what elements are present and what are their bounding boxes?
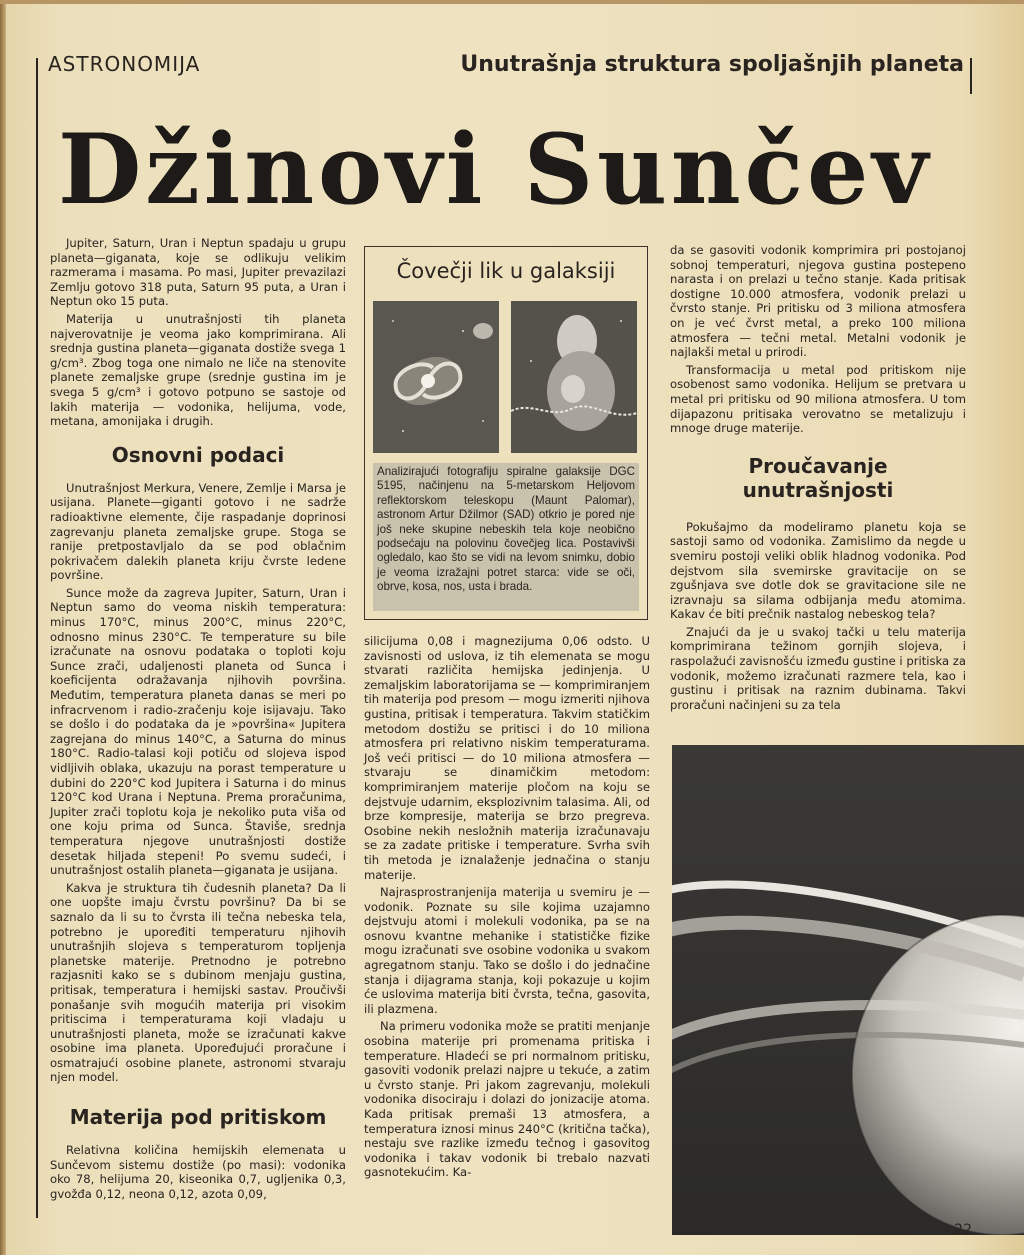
- paragraph: Transformacija u metal pod pritiskom nije osobenost samo vodonika. Helijum se pretvara u metal pri pritisku od 90 miliona atmosfera. U tom dijapazonu pritisaka verovatno se metalizuju i mnoge druge materije.: [670, 362, 966, 436]
- paragraph: Materija u unutrašnjosti tih planeta najverovatnije je veoma jako komprimirana. Ali srednja gustina planeta—giganata dostiže svega 1 g/cm³. Zbog toga one nimalo ne liče na stenovite planete zemaljske grupe (srednje gustina im je svega 5 g/cm³ i gotovo potpuno se sastoje od lakih materija — vodonika, helijuma, vode, metana, amonijaka i drugih.: [50, 311, 346, 429]
- subheading-materija-pod-pritiskom: Materija pod pritiskom: [69, 1105, 327, 1130]
- paragraph: silicijuma 0,08 i magnezijuma 0,06 odsto. U zavisnosti od uslova, iz tih elemenata se mogu stvarati različita hemijska jedinjenja. U zemaljskim laboratorijama se — komprimiranjem tih materija pod presom — mogu izmeriti njihova gustina, pritisak i temperatura. Takvim statičkim metodom dostižu se pritisci i do 10 miliona atmosfera pri relativno niskim temperaturama. Još veći pritisci — do 10 miliona atmosfera — stvaraju se dinamičkim metodom: komprimiranjem materije pločom na koju se dejstvuje udarnim, eksplozivnim talasima. Ali, od brze kompresije, materija se brzo pregreva. Osobine nekih nesložnih materija izračunavaju se za zadate pritiske i temperature. Svrha svih tih metoda je iznalaženje jednačina o stanju materije.: [364, 634, 650, 882]
- paragraph: da se gasoviti vodonik komprimira pri postojanoj sobnoj temperaturi, njegova gustina postepeno narasta i on prelazi u tečno stanje. Kada pritisak dostigne 10.000 atmosfera, vodonik prelazi u čvrsto stanje. Pri pritisku od 3 miliona atmosfera on je već čvrst metal, a preko 100 miliona atmosfera — tečni metal. Metalni vodonik je najlakši metal u prirodi.: [670, 243, 966, 360]
- running-title: Unutrašnja struktura spoljašnjih planeta: [460, 52, 964, 77]
- page-number: 22: [954, 1222, 972, 1238]
- paragraph: Znajući da je u svakoj tački u telu materija komprimirana težinom gornjih slojeva, i raspolažući zavisnošću između gustine i pritiska za vodonik, možemo izračunati razmere tela, kao i gustinu i pritisak na raznim dubinama. Takvi proračuni načinjeni su za tela: [670, 624, 966, 712]
- paragraph: Na primeru vodonika može se pratiti menjanje osobina materije pri promenama pritiska i temperature. Hladeći se pri normalnom pritisku, gasoviti vodonik prelazi najpre u tekuće, a zatim u čvrsto stanje. Pri jakom zagrevanju, molekuli vodonika disociraju i dolazi do jonizacije atoma. Kada pritisak premaši 13 atmosfera, a temperatura iznosi minus 240°C (kritična tačka), nestaju sve razlike između tečnog i gasovitog vodonika i takav vodonik bi trebalo nazvati gasnotekućim. Ka-: [364, 1019, 650, 1180]
- face-photo: [511, 301, 637, 453]
- paragraph: Relativna količina hemijskih elemenata u Sunčevom sistemu dostiže (po masi): vodonika oko 78, helijuma 20, kiseonika 0,7, ugljenika 0,3, gvožđa 0,12, neona 0,12, azota 0,09,: [50, 1143, 346, 1201]
- subheading-osnovni-podaci: Osnovni podaci: [111, 442, 285, 467]
- column-2: [364, 634, 650, 1183]
- sidebar-box: [364, 246, 648, 620]
- column-1: [50, 236, 346, 1204]
- paragraph: Jupiter, Saturn, Uran i Neptun spadaju u grupu planeta—giganata, koje se odlikuju velikim razmerama i masama. Po masi, Jupiter prevazilazi Zemlju gotovo 318 puta, Saturn 95 puta, a Uran i Neptun oko 15 puta.: [50, 236, 346, 309]
- paragraph: Sunce može da zagreva Jupiter, Saturn, Uran i Neptun samo do veoma niskih temperatura: minus 170°C, minus 200°C, minus 220°C, odnosno minus 230°C. Te temperature su bile izračunate na osnovu podataka o toploti koju Sunce zrači, udaljenosti planeta od Sunca i koeficijenta odražavanja njihovih površina. Međutim, temperatura planeta danas se meri po infracrvenom i radio-zračenju koje isijavaju. Tako se došlo i do podataka da je »površina« Jupitera zagrejana do minus 140°C, a Saturna do minus 180°C. Radio-talasi koji potiču od slojeva ispod vidljivih oblaka, ukazuju na porast temperature u dubini do 220°C kod Jupitera i Saturna i do minus 120°C kod Urana i Neptuna. Prema proračunima, Jupiter zrači toplotu koja je nekoliko puta viša od one koju prima od Sunca. Štaviše, srednja temperatura njegove unutrašnjosti dostiže desetak hiljada stepeni! Po svemu sudeći, i unutrašnjost ostalih planeta—giganata je usijana.: [50, 585, 346, 878]
- column-3: [670, 243, 966, 715]
- subheading-proucavanje-unutrasnjosti: Proučavanje unutrašnjosti: [742, 453, 894, 502]
- paragraph: Unutrašnjost Merkura, Venere, Zemlje i Marsa je usijana. Planete—giganti gotovo i ne sadrže radioaktivne elemente, čije raspadanje doprinosi zagrevanju planeta zemaljske grupe. Stoga se ranije pretpostavljalo da se pod oblačnim pokrivačem dalekih planeta kriju čvrste ledene površine.: [50, 480, 346, 583]
- sidebar-title: Čovečji lik u galaksiji: [396, 259, 616, 283]
- saturn-photo: [672, 745, 1024, 1235]
- section-label: ASTRONOMIJA: [48, 52, 201, 76]
- left-column-rule: [36, 58, 38, 1218]
- article-title: Džinovi Sunčev: [58, 120, 932, 220]
- paragraph: Najrasprostranjenija materija u svemiru je — vodonik. Poznate su sile kojima uzajamno dejstvuju atomi i molekuli vodonika, pa se na osnovu kvantne mehanike i statističke fizike mogu izračunati sve osobine vodonika u svakom agregatnom stanju. Tako se došlo i do jednačine stanja i dijagrama stanja, koji pokazuje u kojim će uslovima materija biti čvrsta, tečna, gasovita, ili plazmena.: [364, 885, 650, 1016]
- paragraph: Pokušajmo da modeliramo planetu koja se sastoji samo od vodonika. Zamislimo da negde u svemiru postoji veliki oblik hladnog vodonika. Pod dejstvom sila svemirske gravitacije on se zgušnjava sve dotle dok se gravitacione sile ne izravnaju sa silama odbijanja među atomima. Kakav će biti prečnik nastalog nebeskog tela?: [670, 519, 966, 622]
- sidebar-caption: Analizirajući fotografiju spiralne galaksije DGC 5195, načinjenu na 5-metarskom Heljovom reflektorskom teleskopu (Maunt Palomar), astronom Artur Džilmor (SAD) otkrio je pored nje još neke skupine nebeskih tela koje neobično podsećaju na polovinu čovečjeg lica. Postavivši ogledalo, kao što se vidi na levom snimku, dobio je veoma izražajni potret starca: vide se oči, obrve, kosa, nos, usta i brada.: [373, 463, 639, 611]
- galaxy-photo: [373, 301, 499, 453]
- paragraph: Kakva je struktura tih čudesnih planeta? Da li one uopšte imaju čvrstu površinu? Da bi se saznalo da li su to čvrsta ili tečna nebeska tela, potrebno je upoređiti temperaturu njihovih unutrašnjih slojeva s temperaturom topljenja planetske materije. Pretnodno je potrebno razjasniti kako se s dubinom menjaju gustina, pritisak, temperatura i hemijski sastav. Proučivši ponašanje svih mogućih materija pri visokim pritiscima i temperaturama koji vladaju u unutrašnjosti planeta, može se izračunati kakve osobine ima planeta. Upoređujući proračune i osmatrajući osobine planete, astronomi stvaraju njen model.: [50, 880, 346, 1085]
- header-right-rule: [970, 58, 972, 94]
